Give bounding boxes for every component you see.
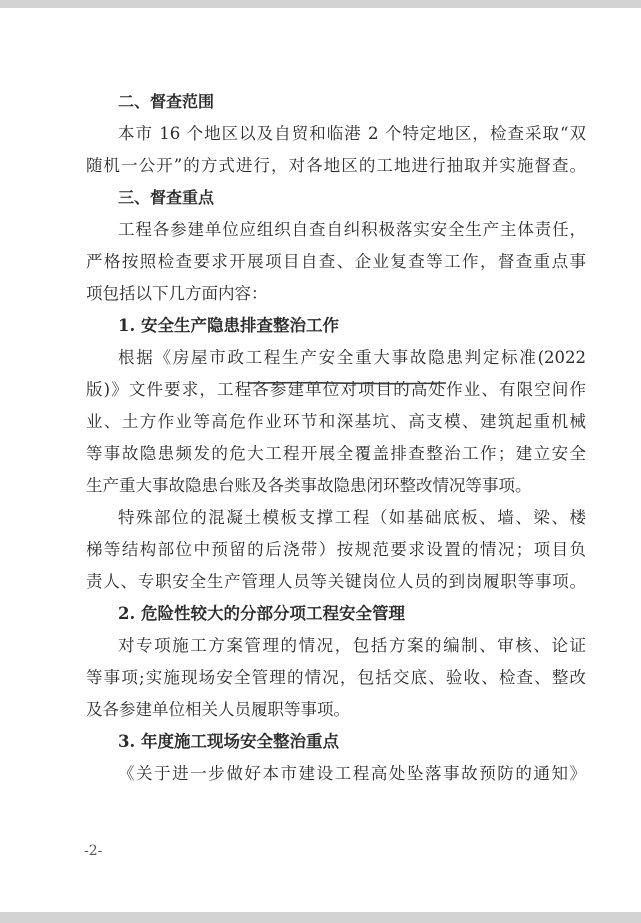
- subheading-hazard-check: 1. 安全生产隐患排查整治工作: [118, 316, 339, 335]
- paragraph-line: 业、土方作业等高危作业环节和深基坑、高支模、建筑起重机械: [86, 412, 586, 431]
- paragraph-line: 《关于进一步做好本市建设工程高处坠落事故预防的通知》: [118, 764, 586, 783]
- paragraph-line: 及各参建单位相关人员履职等事项。: [86, 700, 350, 719]
- paragraph-line: 梯等结构部位中预留的后浇带）按规范要求设置的情况；项目负: [86, 540, 586, 559]
- paragraph-line: 版)》文件要求，工程各参建单位对项目的高处作业、有限空间作: [86, 380, 586, 399]
- section-heading-focus: 三、督查重点: [118, 188, 215, 207]
- paragraph-line: 生产重大事故隐患台账及各类事故隐患闭环整改情况等事项。: [86, 476, 532, 495]
- subheading-dangerous-works: 2. 危险性较大的分部分项工程安全管理: [118, 604, 405, 623]
- scan-edge-bottom: [0, 912, 641, 923]
- paragraph-line: 等事故隐患频发的危大工程开展全覆盖排查整治工作；建立安全: [86, 444, 586, 463]
- document-page: [0, 8, 641, 912]
- paragraph-line: 本市 16 个地区以及自贸和临港 2 个特定地区，检查采取“双: [118, 124, 586, 143]
- paragraph-line: 根据《房屋市政工程生产安全重大事故隐患判定标准(2022: [118, 348, 586, 367]
- page-number: -2-: [84, 843, 103, 859]
- subheading-annual-focus: 3. 年度施工现场安全整治重点: [118, 732, 339, 751]
- paragraph-line: 项包括以下几方面内容：: [86, 284, 268, 303]
- paragraph-line: 特殊部位的混凝土模板支撑工程（如基础底板、墙、梁、楼: [118, 508, 586, 527]
- paragraph-line: 工程各参建单位应组织自查自纠积极落实安全生产主体责任，: [118, 220, 586, 239]
- paragraph-line: 严格按照检查要求开展项目自查、企业复查等工作，督查重点事: [86, 252, 586, 271]
- scan-edge-top: [0, 0, 641, 8]
- paragraph-line: 对专项施工方案管理的情况，包括方案的编制、审核、论证: [118, 636, 586, 655]
- paragraph-line: 随机一公开”的方式进行，对各地区的工地进行抽取并实施督查。: [86, 156, 586, 175]
- paragraph-line: 责人、专职安全生产管理人员等关键岗位人员的到岗履职等事项。: [86, 572, 586, 591]
- pen-underline-mark: [248, 381, 446, 385]
- paragraph-line: 等事项;实施现场安全管理的情况，包括交底、验收、检查、整改: [86, 668, 586, 687]
- section-heading-scope: 二、督查范围: [118, 92, 215, 111]
